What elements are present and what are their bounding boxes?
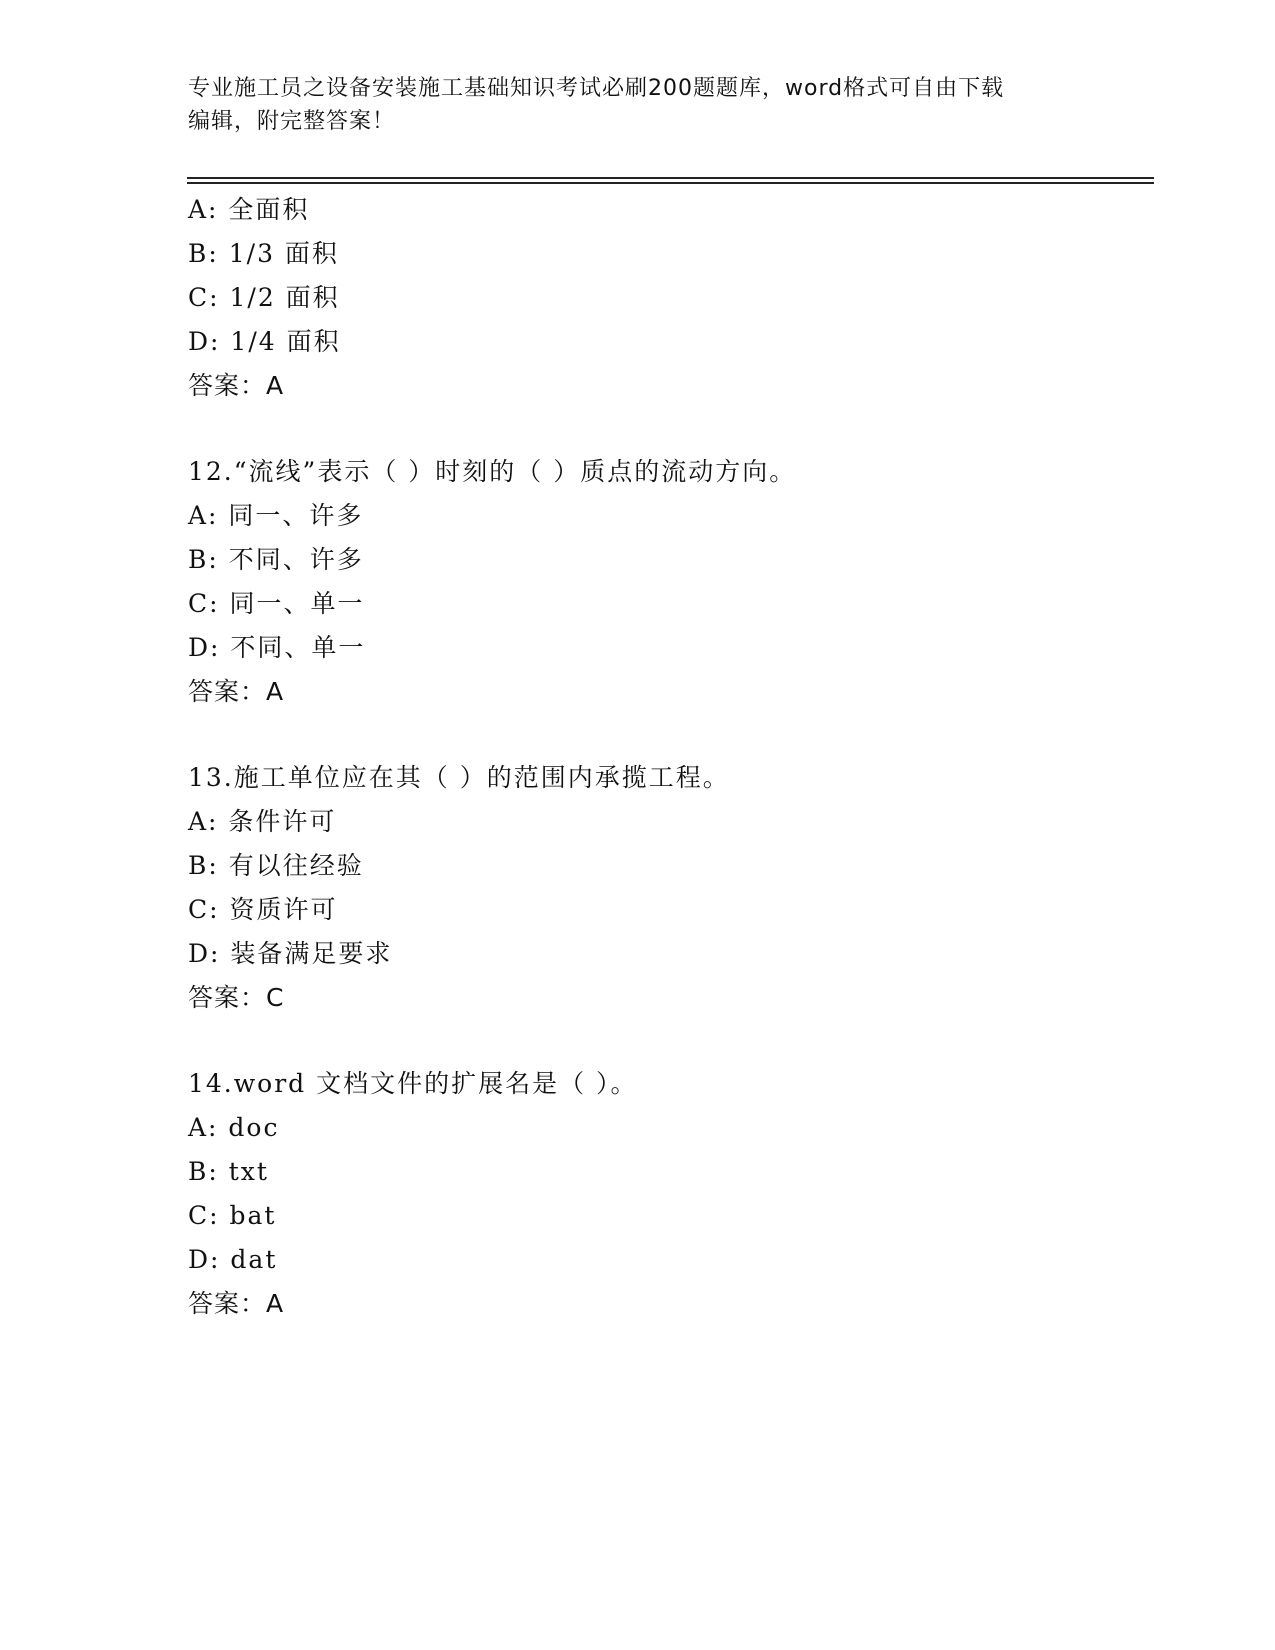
option-d: D: 装备满足要求 [188,939,393,968]
header-divider-bottom [187,182,1154,184]
question-stem: 13.施工单位应在其（ ）的范围内承揽工程。 [188,763,730,792]
answer-line: 答案：A [188,1289,285,1318]
question-stem: 12.“流线”表示（ ）时刻的（ ）质点的流动方向。 [188,457,797,486]
option-c: C: 同一、单一 [188,589,365,618]
header-title-line-1: 专业施工员之设备安装施工基础知识考试必刷200题题库，word格式可自由下载 [188,76,1005,101]
answer-line: 答案：C [188,983,285,1012]
option-c: C: 1/2 面积 [188,283,340,312]
question-stem: 14.word 文档文件的扩展名是（ ）。 [188,1069,638,1098]
option-d: D: 不同、单一 [188,633,366,662]
option-a: A: 条件许可 [188,807,337,836]
option-c: C: 资质许可 [188,895,338,924]
header-title-line-2: 编辑，附完整答案！ [188,109,396,134]
option-c: C: bat [188,1201,277,1230]
option-d: D: dat [188,1245,278,1274]
option-a: A: 全面积 [188,195,310,224]
option-a: A: doc [188,1113,280,1142]
option-b: B: 有以往经验 [188,851,364,880]
option-b: B: 1/3 面积 [188,239,339,268]
document-header [188,72,1088,138]
header-divider-top [187,177,1154,179]
option-b: B: 不同、许多 [188,545,364,574]
option-a: A: 同一、许多 [188,501,364,530]
answer-line: 答案：A [188,677,285,706]
answer-line: 答案：A [188,371,285,400]
option-b: B: txt [188,1157,269,1186]
option-d: D: 1/4 面积 [188,327,341,356]
